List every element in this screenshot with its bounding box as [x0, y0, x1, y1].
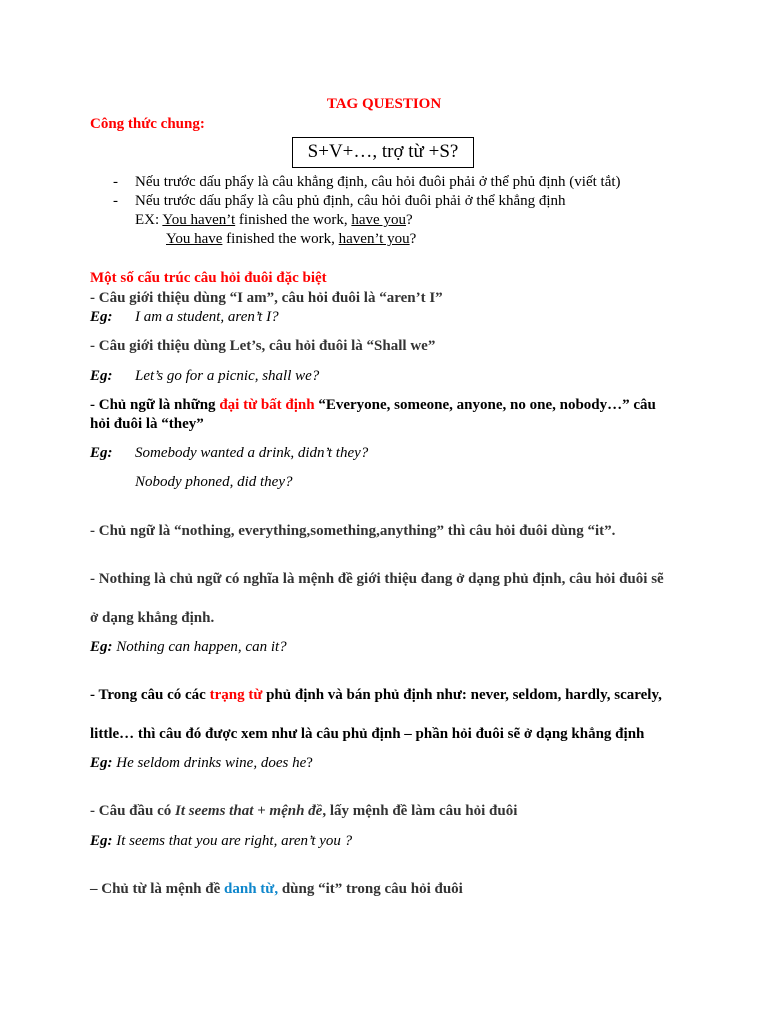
rule-indefinite-pronouns: - Chủ ngữ là những đại từ bất định “Everyone, someone, anyone, no one, nobody…” câu: [90, 397, 656, 413]
example-line-2: You have finished the work, haven’t you?: [166, 231, 417, 247]
formula-text: S+V+…, trợ từ +S?: [307, 141, 459, 162]
it-seems-term: It seems that + mệnh đề: [175, 803, 323, 819]
example-prefix: EX:: [135, 212, 163, 228]
rule-item-1: - Nếu trước dấu phẩy là câu khẳng định, câu hỏi đuôi phải ở thể phủ định (viết tắt): [113, 174, 621, 190]
example-nothing: Eg: Nothing can happen, can it?: [90, 639, 287, 655]
indefinite-pronoun-term: đại từ bất định: [219, 397, 315, 413]
example-i-am: Eg: I am a student, aren’t I?: [90, 309, 279, 325]
rule-lets: - Câu giới thiệu dùng Let’s, câu hỏi đuôi là “Shall we”: [90, 338, 436, 354]
example-tag-1: have you: [351, 212, 406, 228]
example-negative-adverbs: Eg: He seldom drinks wine, does he?: [90, 755, 313, 771]
rule-text-2: Nếu trước dấu phẩy là câu phủ định, câu hỏi đuôi phải ở thể khẳng định: [135, 193, 566, 209]
example-subject-2: You have: [166, 231, 223, 247]
adverb-term: trạng từ: [209, 687, 263, 703]
example-indefinite-1: Eg: Somebody wanted a drink, didn’t they?: [90, 445, 369, 461]
rule-it-seems: - Câu đầu có It seems that + mệnh đề, lấy mệnh đề làm câu hỏi đuôi: [90, 803, 518, 819]
rule-noun-clause: – Chủ từ là mệnh đề danh từ, dùng “it” trong câu hỏi đuôi: [90, 881, 463, 897]
rule-i-am: - Câu giới thiệu dùng “I am”, câu hỏi đuôi là “aren’t I”: [90, 290, 443, 306]
rule-nothing-subject-line2: ở dạng khẳng định.: [90, 610, 215, 626]
formula-heading: Công thức chung:: [90, 116, 205, 132]
rule-text-1: Nếu trước dấu phẩy là câu khẳng định, câu hỏi đuôi phải ở thể phủ định (viết tắt): [135, 174, 621, 190]
example-tag-2: haven’t you: [338, 231, 410, 247]
example-indefinite-2: Nobody phoned, did they?: [135, 474, 293, 490]
rule-negative-adverbs-line2: little… thì câu đó được xem như là câu phủ định – phần hỏi đuôi sẽ ở dạng khẳng định: [90, 726, 645, 742]
rule-negative-adverbs: - Trong câu có các trạng từ phủ định và bán phủ định như: never, seldom, hardly, scarely,: [90, 687, 662, 703]
example-subject-1: You haven’t: [162, 212, 236, 228]
special-structures-heading: Một số cấu trúc câu hỏi đuôi đặc biệt: [90, 270, 327, 286]
rule-item-2: - Nếu trước dấu phẩy là câu phủ định, câu hỏi đuôi phải ở thể khẳng định: [113, 193, 566, 209]
rule-nothing-everything: - Chủ ngữ là “nothing, everything,something,anything” thì câu hỏi đuôi dùng “it”.: [90, 523, 616, 539]
example-it-seems: Eg: It seems that you are right, aren’t you ?: [90, 833, 353, 849]
noun-clause-link[interactable]: danh từ: [224, 881, 275, 897]
document-title: TAG QUESTION: [326, 96, 442, 112]
formula-box: [292, 137, 474, 168]
example-line-1: EX: You haven’t finished the work, have you?: [135, 212, 413, 228]
example-lets: Eg: Let’s go for a picnic, shall we?: [90, 368, 320, 384]
rule-indefinite-pronouns-line2: hỏi đuôi là “they”: [90, 416, 204, 432]
rule-nothing-subject: - Nothing là chủ ngữ có nghĩa là mệnh đề giới thiệu đang ở dạng phủ định, câu hỏi đuôi sẽ: [90, 571, 664, 587]
